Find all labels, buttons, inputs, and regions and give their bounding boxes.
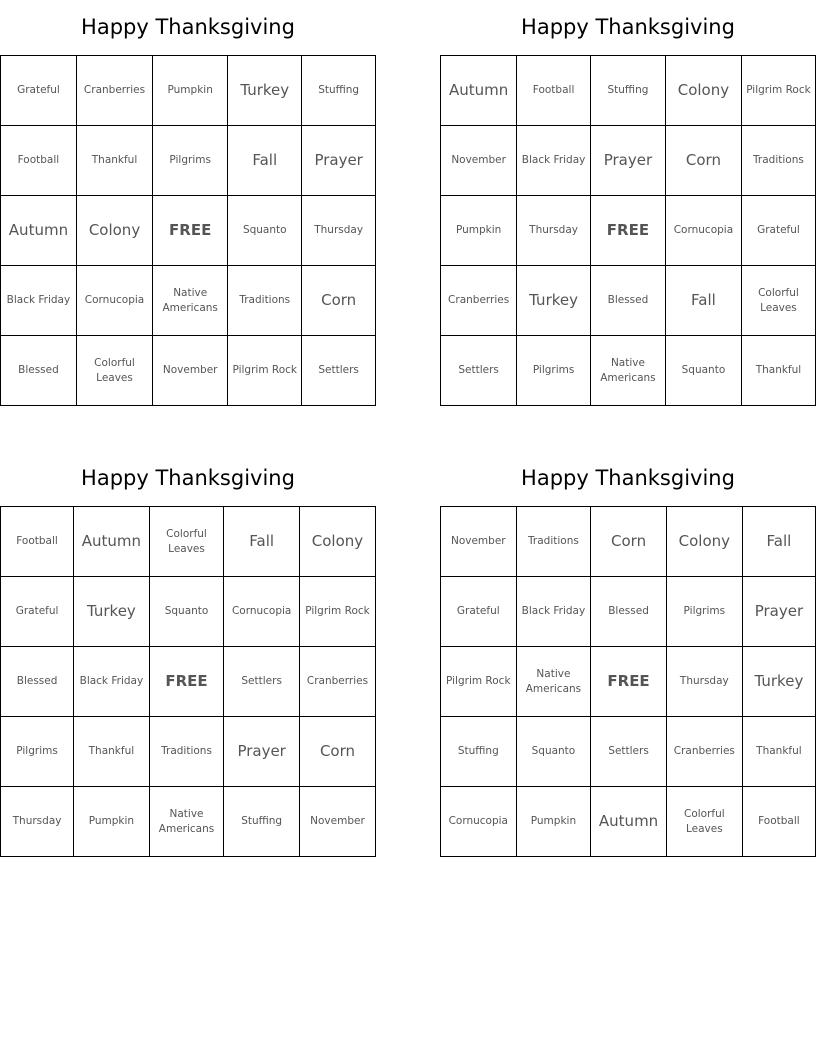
cell-label: Pilgrim Rock [446, 675, 511, 687]
cell-label: Pilgrims [683, 605, 726, 617]
bingo-cell [299, 787, 375, 857]
bingo-cell [302, 126, 376, 196]
cell-label: Squanto [681, 364, 726, 376]
grid-row [1, 336, 376, 406]
bingo-cell [742, 787, 815, 857]
cell-label: Traditions [161, 745, 212, 757]
bingo-cell [517, 196, 591, 266]
bingo-cell [441, 577, 517, 647]
cell-label: Colorful Leaves [683, 807, 725, 835]
grid-row [441, 507, 816, 577]
bingo-cell [76, 56, 152, 126]
bingo-cell [1, 126, 77, 196]
bingo-cell [441, 336, 517, 406]
cell-label: Pilgrim Rock [746, 84, 811, 96]
bingo-cell [665, 126, 741, 196]
bingo-cell [74, 577, 150, 647]
cell-label: Grateful [17, 84, 60, 96]
bingo-cell [1, 56, 77, 126]
bingo-cell [299, 717, 375, 787]
grid-row [1, 507, 376, 577]
grid-row [441, 717, 816, 787]
cell-label: Black Friday [79, 675, 144, 687]
bingo-cell [1, 507, 74, 577]
grid-row [441, 266, 816, 336]
cell-label: Prayer [603, 151, 653, 169]
bingo-cell [517, 56, 591, 126]
grid-row [1, 126, 376, 196]
cell-label: Settlers [241, 675, 282, 687]
cell-label: Squanto [531, 745, 576, 757]
cell-label: Stuffing [607, 84, 649, 96]
cell-label: Squanto [242, 224, 287, 236]
cell-label: Native Americans [158, 807, 215, 835]
cell-label: Cornucopia [448, 815, 508, 827]
bingo-cell [665, 196, 741, 266]
cell-label: Cornucopia [231, 605, 292, 617]
cell-label: Turkey [529, 291, 578, 309]
cell-label: Thursday [679, 675, 729, 687]
cell-label: Colorful Leaves [94, 356, 135, 384]
card-title: Happy Thanksgiving [81, 15, 295, 39]
cell-label: Autumn [598, 812, 659, 830]
cell-label: Colony [311, 532, 364, 550]
bingo-cell [153, 56, 228, 126]
bingo-cell [1, 787, 74, 857]
cell-label: Fall [691, 291, 716, 309]
bingo-cell [441, 126, 517, 196]
grid-row [1, 577, 376, 647]
cell-label: Stuffing [457, 745, 499, 757]
cell-label: Thankful [91, 154, 138, 166]
bingo-cell [224, 647, 300, 717]
bingo-cell [74, 717, 150, 787]
bingo-cell [666, 507, 742, 577]
bingo-cell [666, 787, 742, 857]
bingo-cell [299, 577, 375, 647]
cell-label: November [450, 535, 506, 547]
bingo-cell [1, 196, 77, 266]
cell-label: November [451, 154, 506, 166]
grid-row [441, 126, 816, 196]
cell-label: Fall [252, 151, 278, 169]
bingo-cell [665, 336, 741, 406]
free-space-cell [591, 647, 667, 717]
cell-label: Prayer [237, 742, 286, 760]
cell-label: Native Americans [600, 356, 656, 384]
bingo-cell [76, 196, 152, 266]
cell-label: FREE [165, 672, 208, 690]
cell-label: Corn [321, 291, 357, 309]
cell-label: Pumpkin [88, 815, 135, 827]
bingo-cell [1, 647, 74, 717]
cell-label: Pilgrim Rock [305, 605, 370, 617]
cell-label: Stuffing [318, 84, 360, 96]
bingo-cell [1, 266, 77, 336]
free-space-cell [149, 647, 224, 717]
bingo-cell [591, 577, 667, 647]
bingo-cell [302, 266, 376, 336]
cell-label: Football [758, 815, 800, 827]
bingo-cell [665, 56, 741, 126]
cell-label: Fall [249, 532, 275, 550]
cell-label: Pilgrims [169, 154, 211, 166]
cell-label: Black Friday [6, 294, 71, 306]
bingo-cell [302, 196, 376, 266]
bingo-cell [666, 647, 742, 717]
bingo-cell [228, 266, 302, 336]
cell-label: Cranberries [673, 745, 735, 757]
cell-label: Thursday [529, 224, 578, 236]
cell-label: Cornucopia [673, 224, 734, 236]
cell-label: Pumpkin [455, 224, 502, 236]
bingo-cell [742, 577, 815, 647]
cell-label: Corn [685, 151, 721, 169]
bingo-cell [149, 507, 224, 577]
bingo-cell [153, 126, 228, 196]
bingo-cell [149, 717, 224, 787]
bingo-cell [153, 266, 228, 336]
bingo-cell [742, 507, 815, 577]
bingo-cell [516, 577, 591, 647]
cell-label: Turkey [240, 81, 290, 99]
cell-label: Prayer [314, 151, 363, 169]
bingo-cell [441, 507, 517, 577]
bingo-cell [590, 266, 665, 336]
bingo-cell [149, 577, 224, 647]
cell-label: Thankful [756, 745, 802, 757]
cell-label: Blessed [607, 294, 649, 306]
cell-label: Corn [611, 532, 647, 550]
cell-label: Pilgrims [16, 745, 58, 757]
grid-row [1, 717, 376, 787]
bingo-cell [1, 577, 74, 647]
bingo-cell [591, 507, 667, 577]
cell-label: Autumn [448, 81, 509, 99]
cell-label: Thursday [314, 224, 364, 236]
cell-label: Prayer [754, 602, 804, 620]
bingo-cell [741, 266, 815, 336]
cell-label: FREE [607, 672, 650, 690]
bingo-cell [741, 196, 815, 266]
bingo-cell [516, 787, 591, 857]
bingo-cell [224, 577, 300, 647]
cell-label: Fall [766, 532, 792, 550]
cell-label: Turkey [86, 602, 136, 620]
cell-label: Football [16, 535, 58, 547]
cell-label: Colony [88, 221, 141, 239]
bingo-grid [440, 55, 816, 406]
bingo-cell [517, 126, 591, 196]
cell-label: Pumpkin [530, 815, 577, 827]
cell-label: Stuffing [241, 815, 283, 827]
cell-label: Thankful [755, 364, 802, 376]
cell-label: Cornucopia [84, 294, 145, 306]
bingo-cell [74, 647, 150, 717]
cell-label: Settlers [608, 745, 649, 757]
cell-label: Autumn [8, 221, 69, 239]
bingo-cell [441, 787, 517, 857]
bingo-cell [591, 717, 667, 787]
bingo-cell [224, 787, 300, 857]
bingo-cell [302, 336, 376, 406]
cell-label: Grateful [15, 605, 59, 617]
bingo-cell [74, 507, 150, 577]
cell-label: Grateful [456, 605, 500, 617]
grid-row [1, 56, 376, 126]
bingo-cell [299, 507, 375, 577]
cell-label: Cranberries [83, 84, 146, 96]
cell-label: Settlers [458, 364, 499, 376]
bingo-cell [742, 717, 815, 787]
cell-label: Turkey [754, 672, 804, 690]
card-title: Happy Thanksgiving [81, 466, 295, 490]
cell-label: Cranberries [448, 294, 510, 306]
bingo-cell [228, 196, 302, 266]
bingo-cell [302, 56, 376, 126]
free-space-cell [590, 196, 665, 266]
cell-label: Pilgrims [532, 364, 575, 376]
cell-label: Thursday [12, 815, 62, 827]
cell-label: Settlers [318, 364, 359, 376]
grid-row [1, 647, 376, 717]
bingo-grid [440, 506, 816, 857]
bingo-cell [517, 336, 591, 406]
cell-label: Traditions [528, 535, 579, 547]
grid-row [441, 56, 816, 126]
grid-row [1, 196, 376, 266]
bingo-cell [76, 266, 152, 336]
cell-label: Native Americans [525, 667, 582, 695]
cell-label: Colorful Leaves [166, 527, 207, 555]
bingo-cell [224, 507, 300, 577]
bingo-cell [590, 56, 665, 126]
grid-row [441, 336, 816, 406]
bingo-cell [224, 717, 300, 787]
cell-label: Cranberries [306, 675, 369, 687]
cell-label: Blessed [16, 675, 58, 687]
bingo-cell [516, 507, 591, 577]
cell-label: FREE [169, 221, 212, 239]
grid-row [441, 577, 816, 647]
cell-label: Squanto [164, 605, 209, 617]
bingo-cell [441, 647, 517, 717]
cell-label: Football [17, 154, 60, 166]
bingo-grid [0, 55, 376, 406]
bingo-cell [517, 266, 591, 336]
bingo-cell [741, 56, 815, 126]
card-title: Happy Thanksgiving [521, 466, 735, 490]
cell-label: Pilgrim Rock [232, 364, 298, 376]
bingo-cell [441, 266, 517, 336]
bingo-cell [590, 336, 665, 406]
bingo-cell [76, 336, 152, 406]
bingo-cell [228, 336, 302, 406]
cell-label: Pumpkin [167, 84, 213, 96]
cell-label: Traditions [753, 154, 804, 166]
bingo-cell [665, 266, 741, 336]
bingo-cell [74, 787, 150, 857]
cell-label: Blessed [18, 364, 59, 376]
bingo-cell [149, 787, 224, 857]
cell-label: Football [532, 84, 575, 96]
bingo-cell [590, 126, 665, 196]
cell-label: Grateful [757, 224, 800, 236]
bingo-cell [228, 126, 302, 196]
grid-row [441, 196, 816, 266]
bingo-cell [741, 336, 815, 406]
bingo-cell [516, 717, 591, 787]
card-title: Happy Thanksgiving [521, 15, 735, 39]
bingo-cell [666, 577, 742, 647]
bingo-grid [0, 506, 376, 857]
cell-label: November [310, 815, 365, 827]
bingo-cell [153, 336, 228, 406]
cell-label: Thankful [88, 745, 135, 757]
cell-label: Colony [678, 532, 731, 550]
bingo-cell [666, 717, 742, 787]
grid-row [1, 266, 376, 336]
cell-label: Native Americans [162, 286, 218, 314]
grid-row [441, 787, 816, 857]
bingo-cell [1, 717, 74, 787]
bingo-cell [441, 717, 517, 787]
cell-label: Blessed [608, 605, 649, 617]
bingo-cell [299, 647, 375, 717]
bingo-cell [742, 647, 815, 717]
cell-label: FREE [606, 221, 650, 239]
bingo-cell [591, 787, 667, 857]
cell-label: November [162, 364, 218, 376]
cell-label: Autumn [81, 532, 142, 550]
bingo-cell [76, 126, 152, 196]
bingo-cell [1, 336, 77, 406]
cell-label: Black Friday [521, 605, 586, 617]
grid-row [1, 787, 376, 857]
bingo-cell [516, 647, 591, 717]
grid-row [441, 647, 816, 717]
cell-label: Traditions [239, 294, 291, 306]
bingo-cell [441, 56, 517, 126]
free-space-cell [153, 196, 228, 266]
bingo-cell [441, 196, 517, 266]
cell-label: Black Friday [521, 154, 586, 166]
cell-label: Corn [319, 742, 355, 760]
cell-label: Colorful Leaves [758, 286, 799, 314]
bingo-cell [228, 56, 302, 126]
bingo-cell [741, 126, 815, 196]
cell-label: Colony [677, 81, 730, 99]
